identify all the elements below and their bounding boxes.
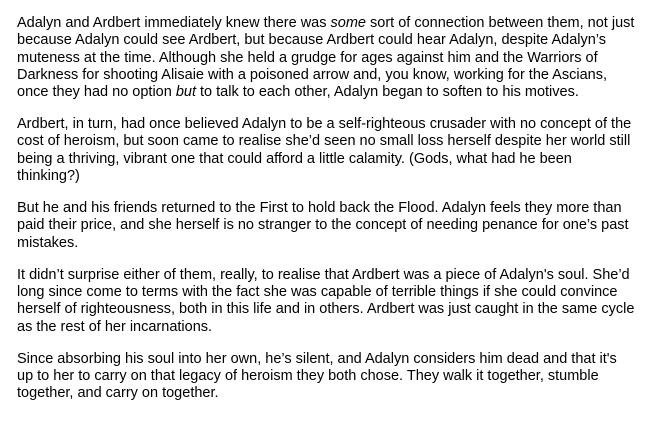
story-paragraph-2: Ardbert, in turn, had once believed Adalyn to be a self-righteous crusader with no concept of the cost of heroism, but soon came to realise she’d seen no small loss herself despite her world still being a thriving, vibrant one that could afford a little calamity. (Gods, what had he been thinking?) — [17, 116, 632, 185]
story-paragraph-3: But he and his friends returned to the First to hold back the Flood. Adalyn feels they more than paid their price, and she herself is no stranger to the concept of needing penance for one’s past mistakes. — [17, 200, 629, 251]
story-paragraph-4: It didn’t surprise either of them, really, to realise that Ardbert was a piece of Adalyn's soul. She’d long since come to terms with the fact she was capable of terrible things if she could convince herself of righteousness, both in this life and in others. Ardbert was just caught in the same cycle as the rest of her incarnations. — [17, 266, 635, 335]
story-paragraph-5: Since absorbing his soul into her own, he’s silent, and Adalyn considers him dead and that it's up to her to carry on that legacy of heroism they both chose. They walk it together, stumble together, and carry on together. — [17, 350, 617, 402]
story-paragraph-1: Adalyn and Ardbert immediately knew there was some sort of connection between them, not just because Adalyn could see Ardbert, but because Ardbert could hear Adalyn, despite Adalyn’s muteness at the time. Although she held a grudge for ages against him and the Warriors of Darkness for shooting Alisaie with a poisoned arrow and, you know, working for the Ascians, once they had no option but to talk to each other, Adalyn began to soften to his motives. — [17, 15, 635, 101]
